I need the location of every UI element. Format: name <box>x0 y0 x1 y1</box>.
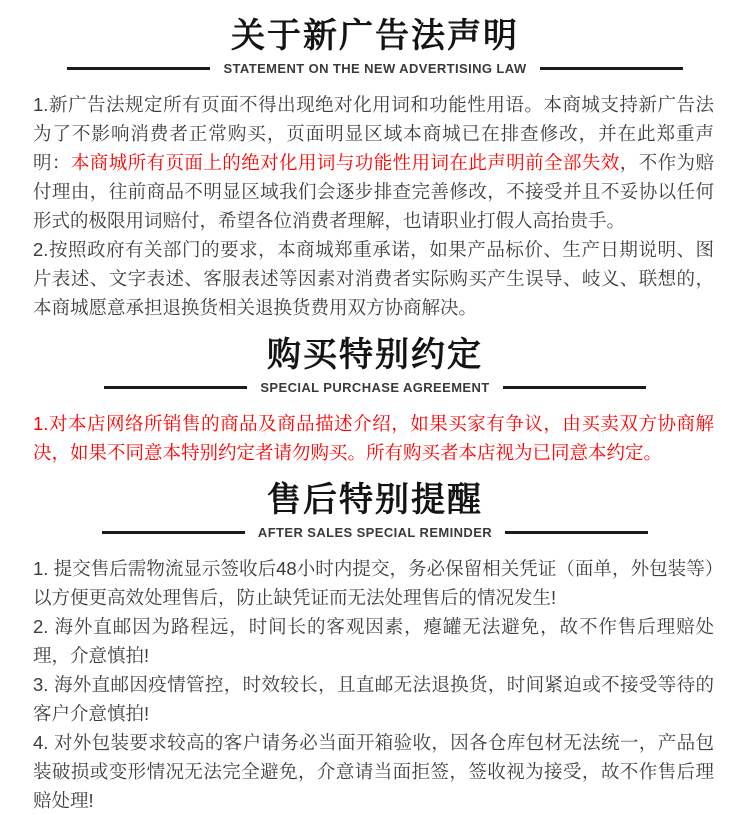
section-title: 关于新广告法声明 <box>231 17 519 55</box>
subtitle-divider-line-right <box>505 531 648 534</box>
text-run: 1.新广告法规定所有页面不得出现绝对化用词和功能性用语。本商城支持新广告法为了不影响消费者正常购买，页面明显区域本商城已在排查修改，并在此郑重声明： <box>33 94 714 173</box>
section-body <box>0 409 750 467</box>
text-run: 3. 海外直邮因疫情管控，时效较长，且直邮无法退换货，时间紧迫或不接受等待的客户介意慎拍! <box>33 674 714 724</box>
subtitle-label: AFTER SALES SPECIAL REMINDER <box>257 525 493 540</box>
subtitle-divider-line-left <box>67 67 210 70</box>
section-body <box>0 90 750 322</box>
subtitle-divider-line-right <box>503 386 646 389</box>
text-run: 4. 对外包装要求较高的客户请务必当面开箱验收，因各仓库包材无法统一，产品包装破损或变形情况无法完全避免，介意请当面拒签，签收视为接受，故不作售后理赔处理! <box>33 732 714 811</box>
paragraph <box>33 235 714 322</box>
paragraph <box>33 554 714 612</box>
section-subtitle <box>0 525 750 540</box>
paragraph <box>33 728 714 815</box>
section-after-sales <box>0 479 750 815</box>
section-purchase-agreement <box>0 334 750 467</box>
section-subtitle <box>0 380 750 395</box>
paragraph <box>33 612 714 670</box>
text-run: ，不作为赔付理由，往前商品不明显区域我们会逐步排查完善修改，不接受并且不妥协以任何形式的极限用词赔付，希望各位消费者理解，也请职业打假人高抬贵手。 <box>33 152 714 231</box>
text-run: 2. 海外直邮因为路程远，时间长的客观因素，瘪罐无法避免，故不作售后理赔处理，介意慎拍! <box>33 616 714 666</box>
section-title: 售后特别提醒 <box>267 481 483 519</box>
text-run: 1. 提交售后需物流显示签收后48小时内提交，务必保留相关凭证（面单，外包装等）以方便更高效处理售后，防止缺凭证而无法处理售后的情况发生! <box>33 558 714 608</box>
highlighted-text-run: 本商城所有页面上的绝对化用词与功能性用词在此声明前全部失效 <box>70 152 620 173</box>
section-subtitle <box>0 61 750 76</box>
subtitle-divider-line-left <box>102 531 245 534</box>
subtitle-divider-line-left <box>104 386 247 389</box>
subtitle-label: STATEMENT ON THE NEW ADVERTISING LAW <box>223 61 527 76</box>
paragraph <box>33 409 714 467</box>
section-title: 购买特别约定 <box>267 336 483 374</box>
subtitle-divider-line-right <box>540 67 683 70</box>
paragraph <box>33 90 714 235</box>
paragraph <box>33 670 714 728</box>
text-run: 2.按照政府有关部门的要求，本商城郑重承诺，如果产品标价、生产日期说明、图片表述、文字表述、客服表述等因素对消费者实际购买产生误导、岐义、联想的，本商城愿意承担退换货相关退换货费用双方协商解决。 <box>33 239 714 318</box>
subtitle-label: SPECIAL PURCHASE AGREEMENT <box>260 380 490 395</box>
highlighted-text-run: 1.对本店网络所销售的商品及商品描述介绍，如果买家有争议，由买卖双方协商解决，如果不同意本特别约定者请勿购买。所有购买者本店视为已同意本约定。 <box>33 413 714 463</box>
section-body <box>0 554 750 815</box>
section-advertising-law <box>0 15 750 322</box>
